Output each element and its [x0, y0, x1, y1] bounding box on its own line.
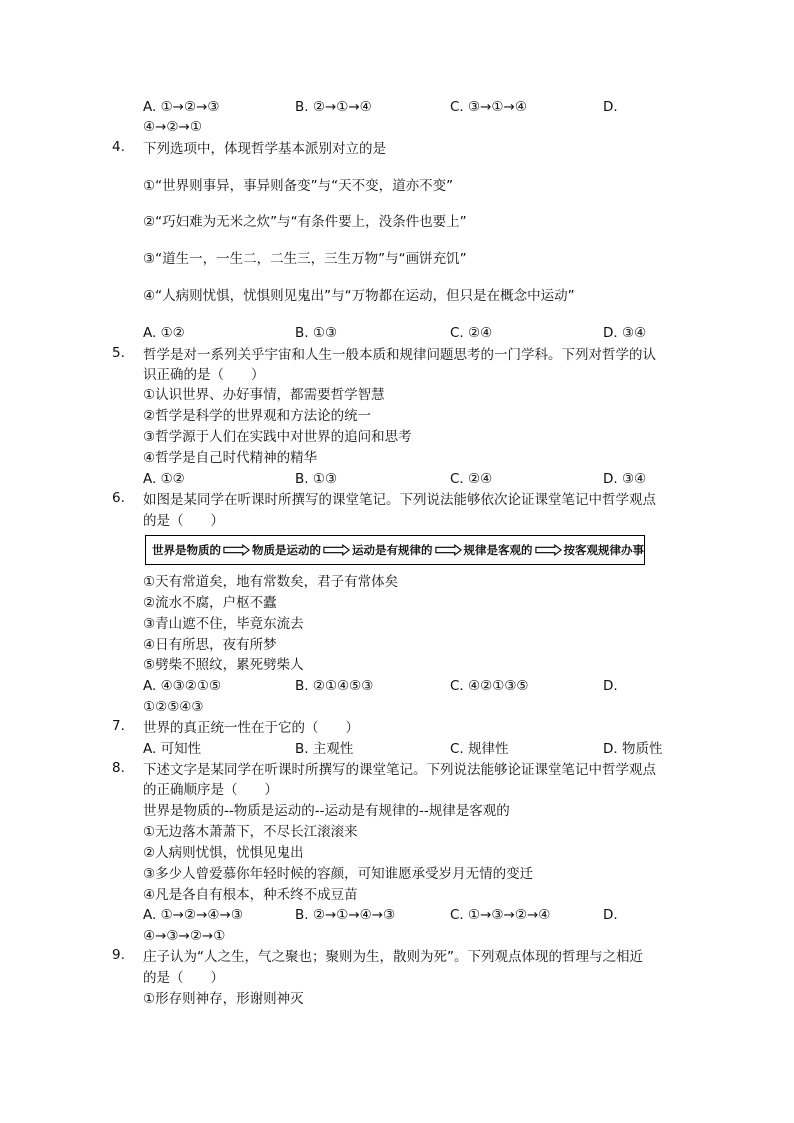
double-arrow-icon — [535, 544, 562, 556]
q8-item-2: ②人病则忧惧，忧惧见鬼出 — [143, 845, 304, 861]
q5-stem-line2: 识正确的是（ ） — [143, 367, 265, 383]
q5-option-d: D. ③④ — [603, 471, 647, 487]
q3-option-a: A. ①→②→③ — [143, 99, 220, 115]
q7-option-c: C. 规律性 — [450, 741, 509, 757]
q8-option-d-continued: ④→③→②→① — [143, 928, 226, 944]
flow-step-4: 规律是客观的 — [463, 543, 533, 557]
q6-stem-line1: 如图是某同学在听课时所撰写的课堂笔记。下列说法能够依次论证课堂笔记中哲学观点 — [143, 492, 656, 508]
q9-stem-line1: 庄子认为“人之生，气之聚也；聚则为生，散则为死”。下列观点体现的哲理与之相近 — [143, 949, 643, 965]
q6-number: 6. — [112, 490, 125, 506]
q5-item-4: ④哲学是自己时代精神的精华 — [143, 450, 318, 466]
q6-option-a: A. ④③②①⑤ — [143, 678, 222, 694]
q4-option-b: B. ①③ — [295, 325, 338, 341]
q8-item-4: ④凡是各自有根本，种禾终不成豆苗 — [143, 887, 358, 903]
q6-option-d-continued: ①②⑤④③ — [143, 699, 204, 715]
q4-option-c: C. ②④ — [450, 325, 493, 341]
q5-item-3: ③哲学源于人们在实践中对世界的追问和思考 — [143, 429, 412, 445]
q9-number: 9. — [112, 947, 125, 963]
q7-number: 7. — [112, 718, 125, 734]
q8-item-1: ①无边落木萧萧下，不尽长江滚滚来 — [143, 824, 358, 840]
q4-option-a: A. ①② — [143, 325, 185, 341]
q8-stem-line1: 下述文字是某同学在听课时所撰写的课堂笔记。下列说法能够论证课堂笔记中哲学观点 — [143, 762, 656, 778]
q4-number: 4. — [112, 139, 125, 155]
q5-item-1: ①认识世界、办好事情，都需要哲学智慧 — [143, 387, 385, 403]
q3-option-d-continued: ④→②→① — [143, 119, 202, 135]
q5-stem-line1: 哲学是对一系列关乎宇宙和人生一般本质和规律问题思考的一门学科。下列对哲学的认 — [143, 347, 656, 363]
q4-item-3: ③“道生一，一生二，二生三，三生万物”与“画饼充饥” — [143, 251, 467, 267]
q4-stem: 下列选项中，体现哲学基本派别对立的是 — [143, 141, 386, 157]
flow-step-3: 运动是有规律的 — [352, 543, 433, 557]
q6-item-4: ④日有所思，夜有所梦 — [143, 637, 277, 653]
q4-item-4: ④“人病则忧惧，忧惧则见鬼出”与“万物都在运动，但只是在概念中运动” — [143, 288, 575, 304]
double-arrow-icon — [435, 544, 462, 556]
q6-stem-line2: 的是（ ） — [143, 513, 224, 529]
q6-option-b: B. ②①④⑤③ — [295, 678, 374, 694]
flow-step-2: 物质是运动的 — [252, 543, 321, 557]
q8-note: 世界是物质的--物质是运动的--运动是有规律的--规律是客观的 — [143, 803, 510, 819]
q7-option-d: D. 物质性 — [603, 741, 663, 757]
q4-option-d: D. ③④ — [603, 325, 647, 341]
q5-option-a: A. ①② — [143, 471, 185, 487]
double-arrow-icon — [223, 544, 250, 556]
q8-number: 8. — [112, 760, 125, 776]
q8-option-d: D. — [603, 907, 618, 923]
q6-option-c: C. ④②①③⑤ — [450, 678, 529, 694]
q5-item-2: ②哲学是科学的世界观和方法论的统一 — [143, 408, 372, 424]
flow-step-1: 世界是物质的 — [152, 543, 221, 557]
double-arrow-icon — [323, 544, 350, 556]
q8-stem-line2: 的正确顺序是（ ） — [143, 782, 278, 798]
q3-option-d: D. — [603, 99, 618, 115]
flow-step-5: 按客观规律办事 — [563, 543, 644, 557]
q6-item-1: ①天有常道矣，地有常数矣，君子有常体矣 — [143, 574, 399, 590]
q3-option-c: C. ③→①→④ — [450, 99, 527, 115]
q7-stem: 世界的真正统一性在于它的（ ） — [143, 720, 359, 736]
q7-option-a: A. 可知性 — [143, 741, 202, 757]
q8-option-a: A. ①→②→④→③ — [143, 907, 243, 923]
q5-option-c: C. ②④ — [450, 471, 493, 487]
q6-item-5: ⑤劈柴不照纹，累死劈柴人 — [143, 657, 304, 673]
q8-option-c: C. ①→③→②→④ — [450, 907, 551, 923]
q9-stem-line2: 的是（ ） — [143, 970, 224, 986]
q5-number: 5. — [112, 345, 125, 361]
q8-item-3: ③多少人曾爱慕你年轻时候的容颜，可知谁愿承受岁月无情的变迁 — [143, 866, 534, 882]
q8-option-b: B. ②→①→④→③ — [295, 907, 396, 923]
q6-option-d: D. — [603, 678, 618, 694]
class-notes-flow-diagram — [145, 535, 645, 565]
q3-option-b: B. ②→①→④ — [295, 99, 372, 115]
q4-item-2: ②“巧妇难为无米之炊”与“有条件要上，没条件也要上” — [143, 214, 467, 230]
q9-item-1: ①形存则神存，形谢则神灭 — [143, 991, 304, 1007]
q5-option-b: B. ①③ — [295, 471, 338, 487]
q6-item-2: ②流水不腐，户枢不蠹 — [143, 595, 277, 611]
q6-item-3: ③青山遮不住，毕竟东流去 — [143, 616, 304, 632]
q7-option-b: B. 主观性 — [295, 741, 354, 757]
q4-item-1: ①“世界则事异，事异则备变”与“天不变，道亦不变” — [143, 178, 454, 194]
